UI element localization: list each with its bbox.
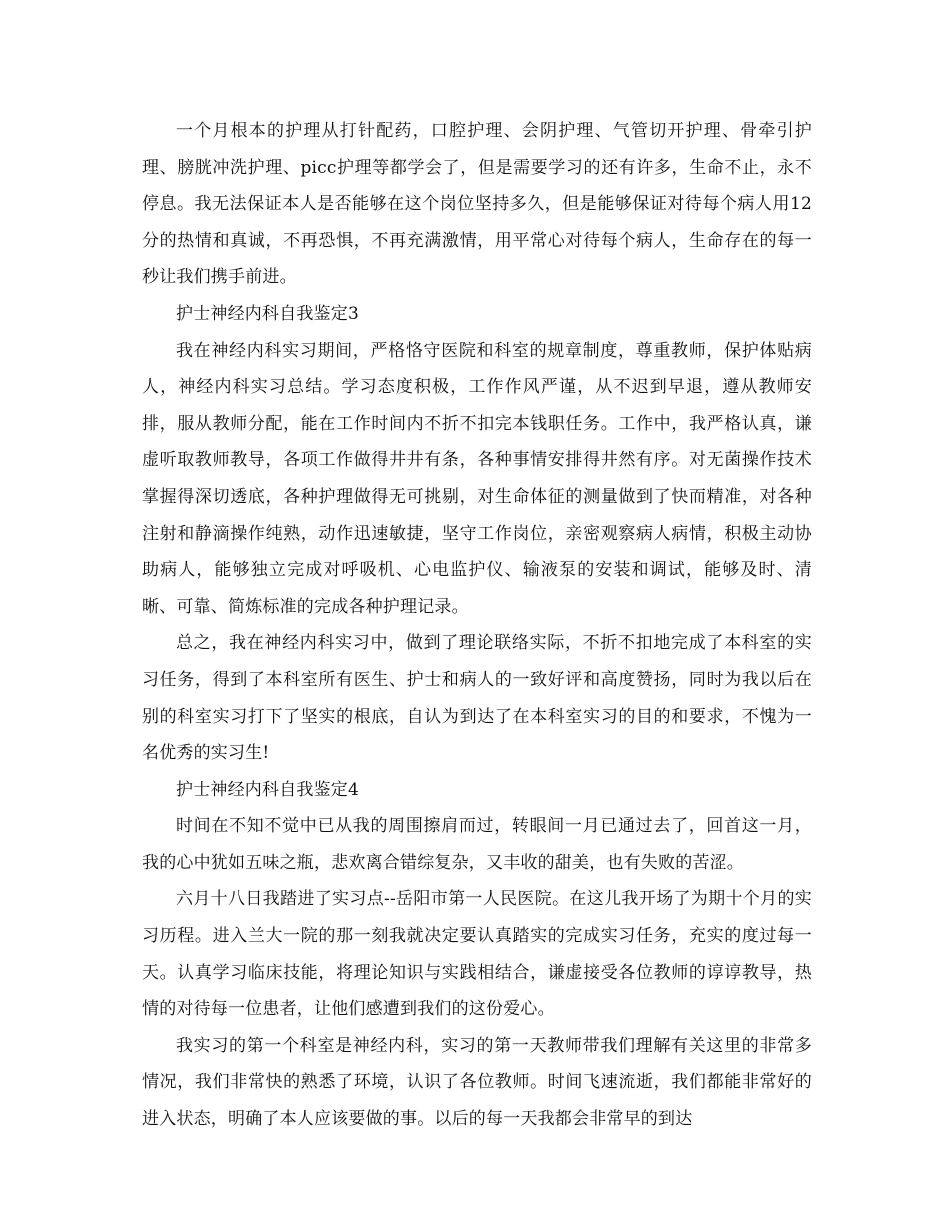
paragraph-internship-conduct: 我在神经内科实习期间，严格恪守医院和科室的规章制度，尊重教师，保护体贴病人，神经内科实习总结。学习态度积极，工作作风严谨，从不迟到早退，遵从教师安排，服从教师分配，能在工作时间内不折不扣完本钱职任务。工作中，我严格认真，谦虚听取教师教导，各项工作做得井井有条，各种事情安排得井然有序。对无菌操作技术掌握得深切透底，各种护理做得无可挑剔，对生命体征的测量做到了快而精准，对各种注射和静滴操作纯熟，动作迅速敏捷，坚守工作岗位，亲密观察病人病情，积极主动协助病人，能够独立完成对呼吸机、心电监护仪、输液泵的安装和调试，能够及时、清晰、可靠、简炼标准的完成各种护理记录。 bbox=[142, 340, 812, 617]
document-body bbox=[142, 113, 812, 1138]
paragraph-nursing-skills: 一个月根本的护理从打针配药，口腔护理、会阴护理、气管切开护理、骨牵引护理、膀胱冲洗护理、picc护理等都学会了，但是需要学习的还有许多，生命不止，永不停息。我无法保证本人是否能够在这个岗位坚持多久，但是能够保证对待每个病人用12分的热情和真诚，不再恐惧，不再充满激情，用平常心对待每个病人，生命存在的每一秒让我们携手前进。 bbox=[142, 121, 812, 288]
paragraph-reflection: 时间在不知不觉中已从我的周围擦肩而过，转眼间一月已通过去了，回首这一月，我的心中犹如五味之瓶，悲欢离合错综复杂，又丰收的甜美，也有失败的苦涩。 bbox=[142, 816, 812, 873]
paragraph-first-department: 我实习的第一个科室是神经内科，实习的第一天教师带我们理解有关这里的非常多情况，我们非常快的熟悉了环境，认识了各位教师。时间飞速流逝，我们都能非常好的进入状态，明确了本人应该要做的事。以后的每一天我都会非常早的到达 bbox=[142, 1035, 812, 1130]
section-heading-3: 护士神经内科自我鉴定3 bbox=[176, 303, 360, 324]
paragraph-arrival: 六月十八日我踏进了实习点--岳阳市第一人民医院。在这儿我开场了为期十个月的实习历程。进入兰大一院的那一刻我就决定要认真踏实的完成实习任务，充实的度过每一天。认真学习临床技能，将理论知识与实践相结合，谦虚接受各位教师的谆谆教导，热情的对待每一位患者，让他们感遭到我们的这份爱心。 bbox=[142, 889, 812, 1020]
section-heading-4: 护士神经内科自我鉴定4 bbox=[176, 779, 360, 800]
paragraph-summary: 总之，我在神经内科实习中，做到了理论联络实际，不折不扣地完成了本科室的实习任务，得到了本科室所有医生、护士和病人的一致好评和高度赞扬，同时为我以后在别的科室实习打下了坚实的根底，自认为到达了在本科室实习的目的和要求，不愧为一名优秀的实习生! bbox=[142, 633, 812, 764]
